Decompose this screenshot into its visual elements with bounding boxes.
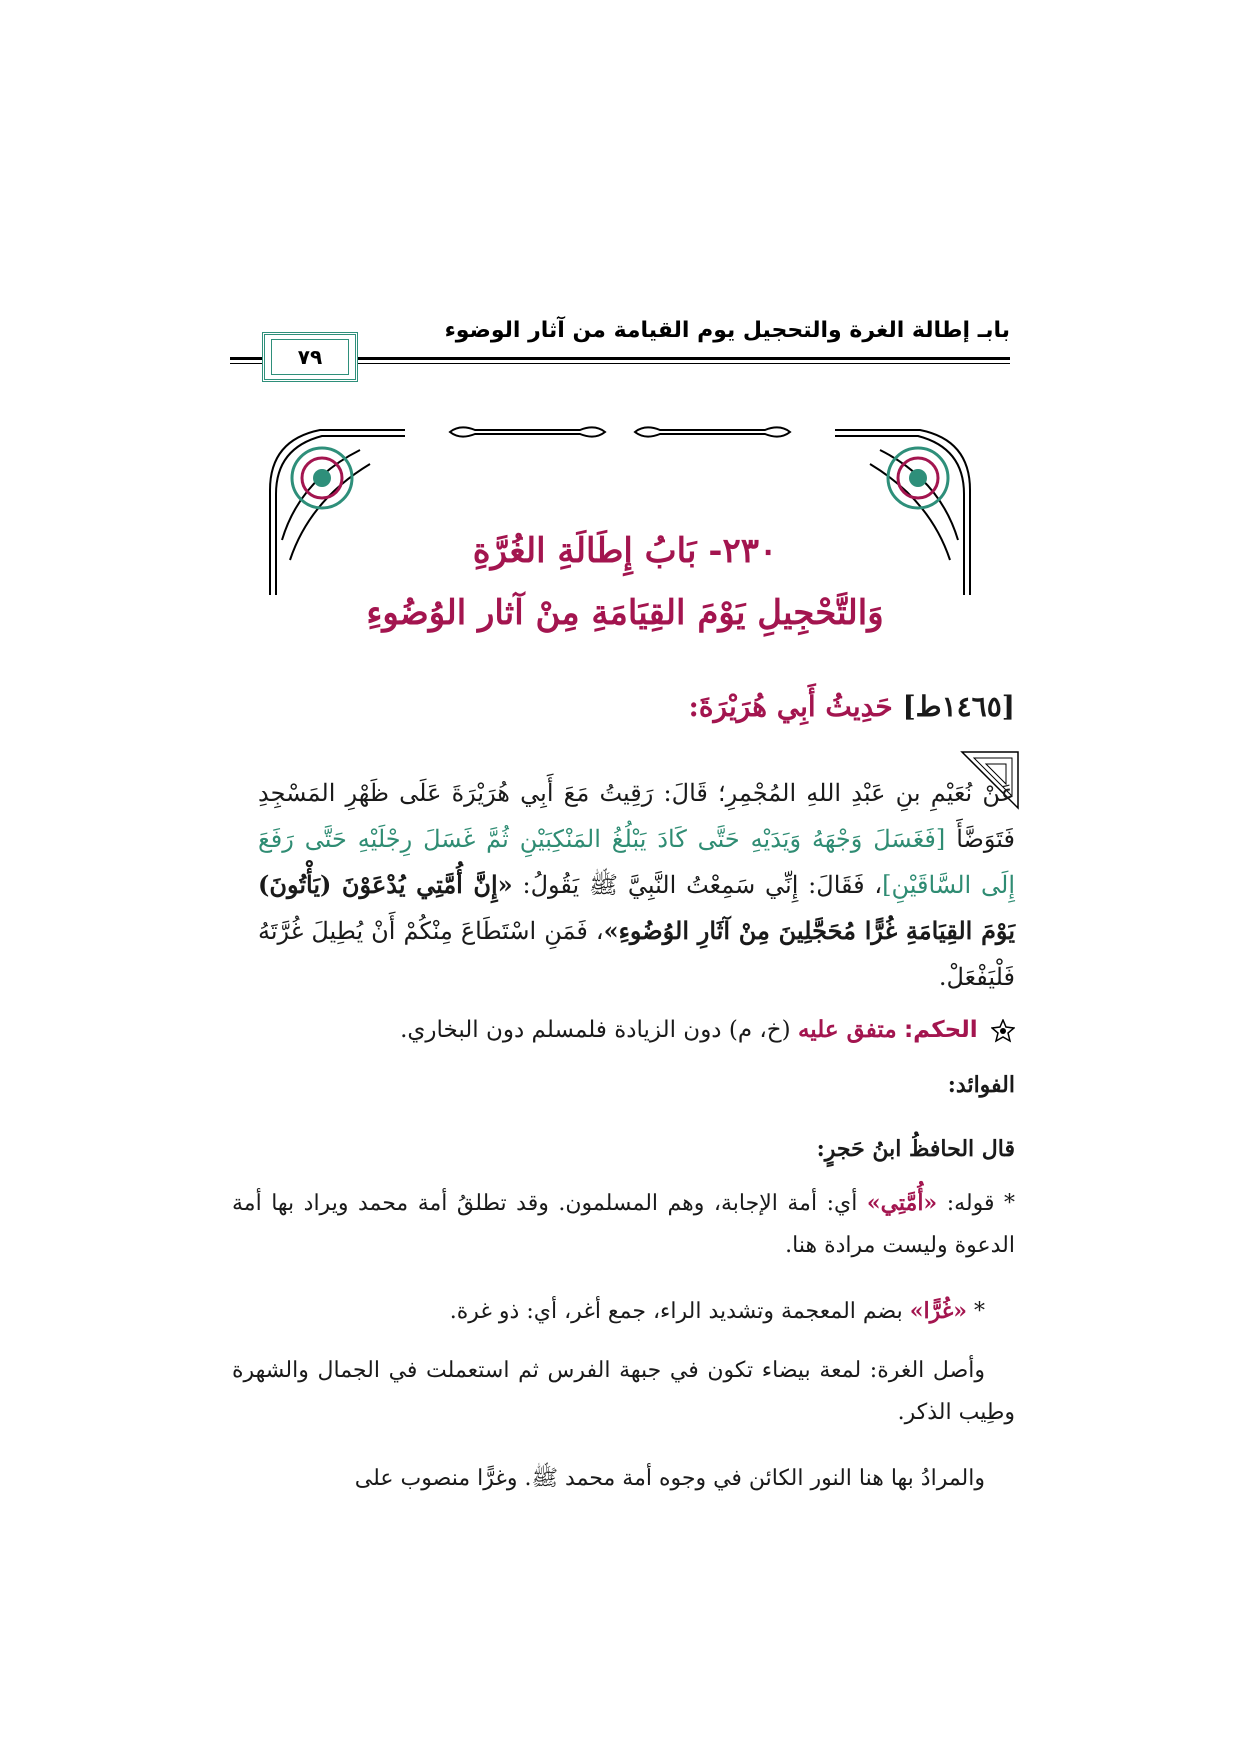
hadith-text-before: عَنْ نُعَيْمِ بنِ عَبْدِ اللهِ المُجْمِرِ؛ قَالَ: رَقِيتُ مَعَ أَبِي هُرَيْرَةَ عَلَى ظَهْرِ المَسْجِدِ فَتَوَضَّأَ: [258, 779, 1015, 853]
benefit-2-term: «غُرًّا»: [909, 1298, 967, 1324]
hadith-text-addition: [فَغَسَلَ وَجْهَهُ وَيَدَيْهِ حَتَّى كَادَ يَبْلُغُ المَنْكِبَيْنِ ثُمَّ غَسَلَ رِجْلَيْهِ حَتَّى رَفَعَ إِلَى السَّاقَيْنِ]: [258, 825, 1016, 899]
chapter-title-line1: ٢٣٠- بَابُ إِطَالَةِ الغُرَّةِ: [472, 531, 778, 571]
running-header: بابـ إطالة الغرة والتحجيل يوم القيامة من آثار الوضوء: [444, 318, 1010, 343]
header-rule-bottom: [358, 363, 1010, 364]
hadith-heading: [500, 690, 1015, 723]
header-rule-top: [358, 357, 1010, 360]
chapter-title-line2: وَالتَّحْجِيلِ يَوْمَ القِيَامَةِ مِنْ آثار الوُضُوءِ: [366, 593, 884, 633]
hadith-text: [258, 770, 1015, 1000]
hadith-text-after: ، فَمَنِ اسْتَطَاعَ مِنْكُمْ أَنْ يُطِيلَ غُرَّتَهُ فَلْيَفْعَلْ.: [258, 917, 1015, 991]
chapter-title: [300, 520, 950, 644]
page-number-box: [262, 332, 358, 382]
hadith-text-middle: ، فَقَالَ: إِنِّي سَمِعْتُ النَّبِيَّ ﷺ يَقُولُ:: [522, 871, 883, 899]
header-rule-left: [230, 357, 262, 360]
hadith-text-prophetic-saying: «إِنَّ أُمَّتِي يُدْعَوْنَ (يَأْتُونَ) يَوْمَ القِيَامَةِ غُرًّا مُحَجَّلِينَ مِنْ آثَارِ الوُضُوءِ»: [258, 870, 1016, 945]
benefit-paragraph-2: [232, 1290, 1015, 1333]
star-ornament-icon: [991, 1019, 1015, 1043]
hadith-title: حَدِيثُ أَبِي هُرَيْرَةَ:: [688, 690, 893, 723]
page-number: ٧٩: [271, 339, 349, 375]
benefit-1-term: «أُمَّتِي»: [866, 1190, 938, 1216]
header-rule-left-thin: [230, 363, 262, 364]
benefit-1-text: أي: أمة الإجابة، وهم المسلمون. وقد تطلقُ أمة محمد ويراد بها أمة الدعوة وليست مرادة هنا.: [232, 1191, 1015, 1258]
top-bar-ornaments: [450, 427, 790, 436]
benefit-paragraph-1: [232, 1182, 1015, 1267]
benefit-2-text: بضم المعجمة وتشديد الراء، جمع أغر، أي: ذو غرة.: [449, 1299, 903, 1324]
right-rosette-icon: [888, 448, 948, 508]
benefit-paragraph-3: وأصل الغرة: لمعة بيضاء تكون في جبهة الفرس ثم استعملت في الجمال والشهرة وطِيب الذكر.: [232, 1358, 1015, 1425]
hadith-number: [١٤٦٥ط]: [902, 690, 1015, 723]
ruling-detail: (خ، م) دون الزيادة فلمسلم دون البخاري.: [400, 1017, 791, 1043]
ruling-verdict: متفق عليه: [797, 1016, 897, 1043]
left-rosette-icon: [292, 448, 352, 508]
ruling-line: [300, 1010, 1015, 1050]
ruling-label: الحكم:: [903, 1017, 978, 1043]
benefit-1-prefix: * قوله:: [946, 1191, 1015, 1216]
scholar-heading: قال الحافظُ ابنُ حَجرٍ:: [816, 1136, 1015, 1162]
benefit-paragraph-4: والمرادُ بها هنا النور الكائن في وجوه أمة محمد ﷺ. وغرًّا منصوب على: [354, 1466, 985, 1491]
benefits-heading: الفوائد:: [947, 1072, 1015, 1098]
benefit-2-prefix: *: [974, 1299, 985, 1324]
